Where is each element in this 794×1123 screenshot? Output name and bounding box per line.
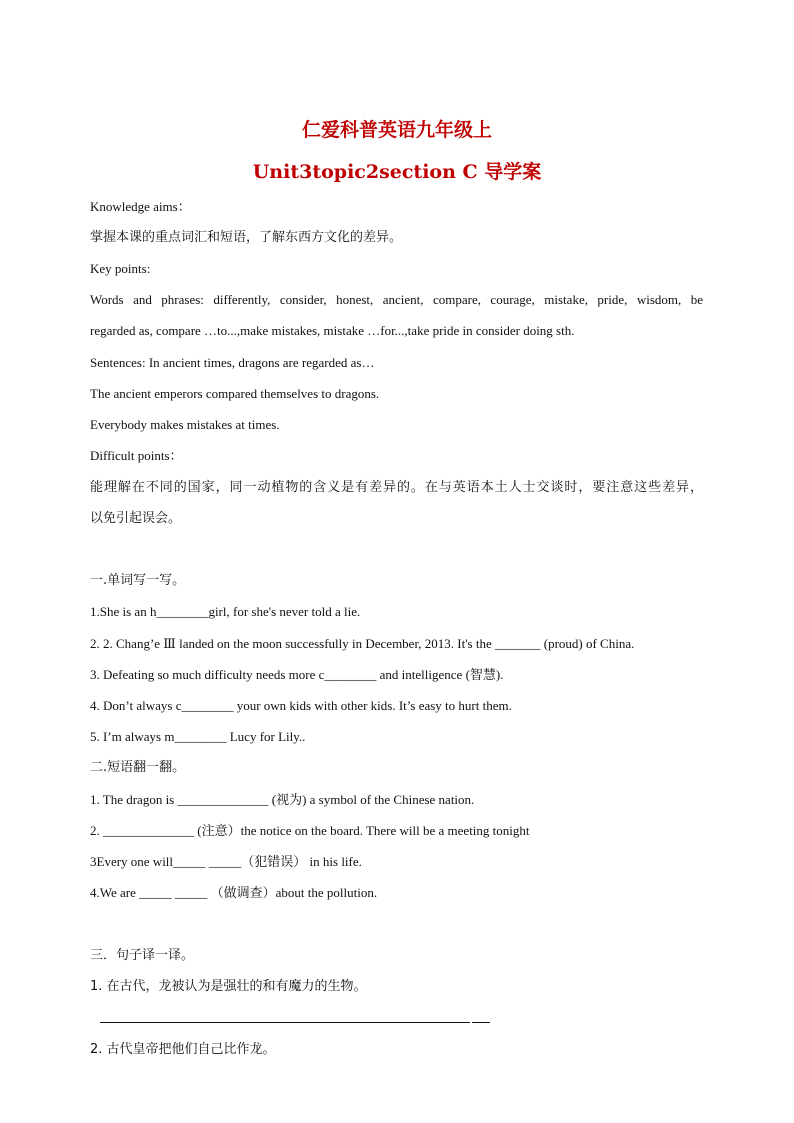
- section-1-item-2: 2. 2. Chang’e Ⅲ landed on the moon successfully in December, 2013. It's the _______ (proud) of China.: [90, 636, 635, 651]
- sentence-line-1: Sentences: In ancient times, dragons are regarded as…: [90, 355, 375, 370]
- section-2-heading: 二.短语翻一翻。: [90, 760, 186, 775]
- section-1-item-1: 1.She is an h________girl, for she's never told a lie.: [90, 604, 361, 619]
- document-subtitle: Unit3topic2section C 导学案: [252, 161, 542, 183]
- section-2-item-1: 1. The dragon is ______________ (视为) a symbol of the Chinese nation.: [90, 792, 475, 807]
- knowledge-aims-label: Knowledge aims：: [90, 199, 191, 214]
- section-2-item-3: 3Every one will_____ _____（犯错误） in his life.: [90, 854, 362, 869]
- answer-line-end: [472, 1022, 490, 1023]
- section-3-item-1: 1. 在古代，龙被认为是强壮的和有魔力的生物。: [90, 979, 367, 994]
- section-2-item-4: 4.We are _____ _____ （做调查）about the pollution.: [90, 885, 378, 900]
- difficult-points-line-1: 能理解在不同的国家，同一动植物的含义是有差异的。在与英语本土人士交谈时，要注意这些差异，: [90, 480, 703, 495]
- section-2-item-2: 2. ______________ (注意）the notice on the board. There will be a meeting tonight: [90, 823, 530, 838]
- knowledge-aims-text: 掌握本课的重点词汇和短语，了解东西方文化的差异。: [90, 230, 403, 245]
- section-1-item-3: 3. Defeating so much difficulty needs more c________ and intelligence (智慧).: [90, 667, 504, 682]
- section-3-item-2: 2. 古代皇帝把他们自己比作龙。: [90, 1042, 276, 1057]
- words-phrases-line-2: regarded as, compare …to...,make mistakes, mistake …for...,take pride in consider doing sth.: [90, 323, 575, 338]
- difficult-points-line-2: 以免引起误会。: [90, 511, 182, 526]
- section-1-item-4: 4. Don’t always c________ your own kids with other kids. It’s easy to hurt them.: [90, 698, 512, 713]
- sentence-line-3: Everybody makes mistakes at times.: [90, 417, 280, 432]
- answer-line: [100, 1022, 470, 1023]
- section-3-heading: 三．句子译一译。: [90, 948, 195, 963]
- sentence-line-2: The ancient emperors compared themselves to dragons.: [90, 386, 380, 401]
- words-phrases-line-1: Words and phrases: differently, consider, honest, ancient, compare, courage, mistake, pride, wisdom, be: [90, 292, 703, 307]
- document-title: 仁爱科普英语九年级上: [301, 119, 492, 141]
- section-1-item-5: 5. I’m always m________ Lucy for Lily..: [90, 729, 306, 744]
- section-1-heading: 一.单词写一写。: [90, 573, 186, 588]
- difficult-points-label: Difficult points：: [90, 448, 183, 463]
- key-points-label: Key points:: [90, 261, 151, 276]
